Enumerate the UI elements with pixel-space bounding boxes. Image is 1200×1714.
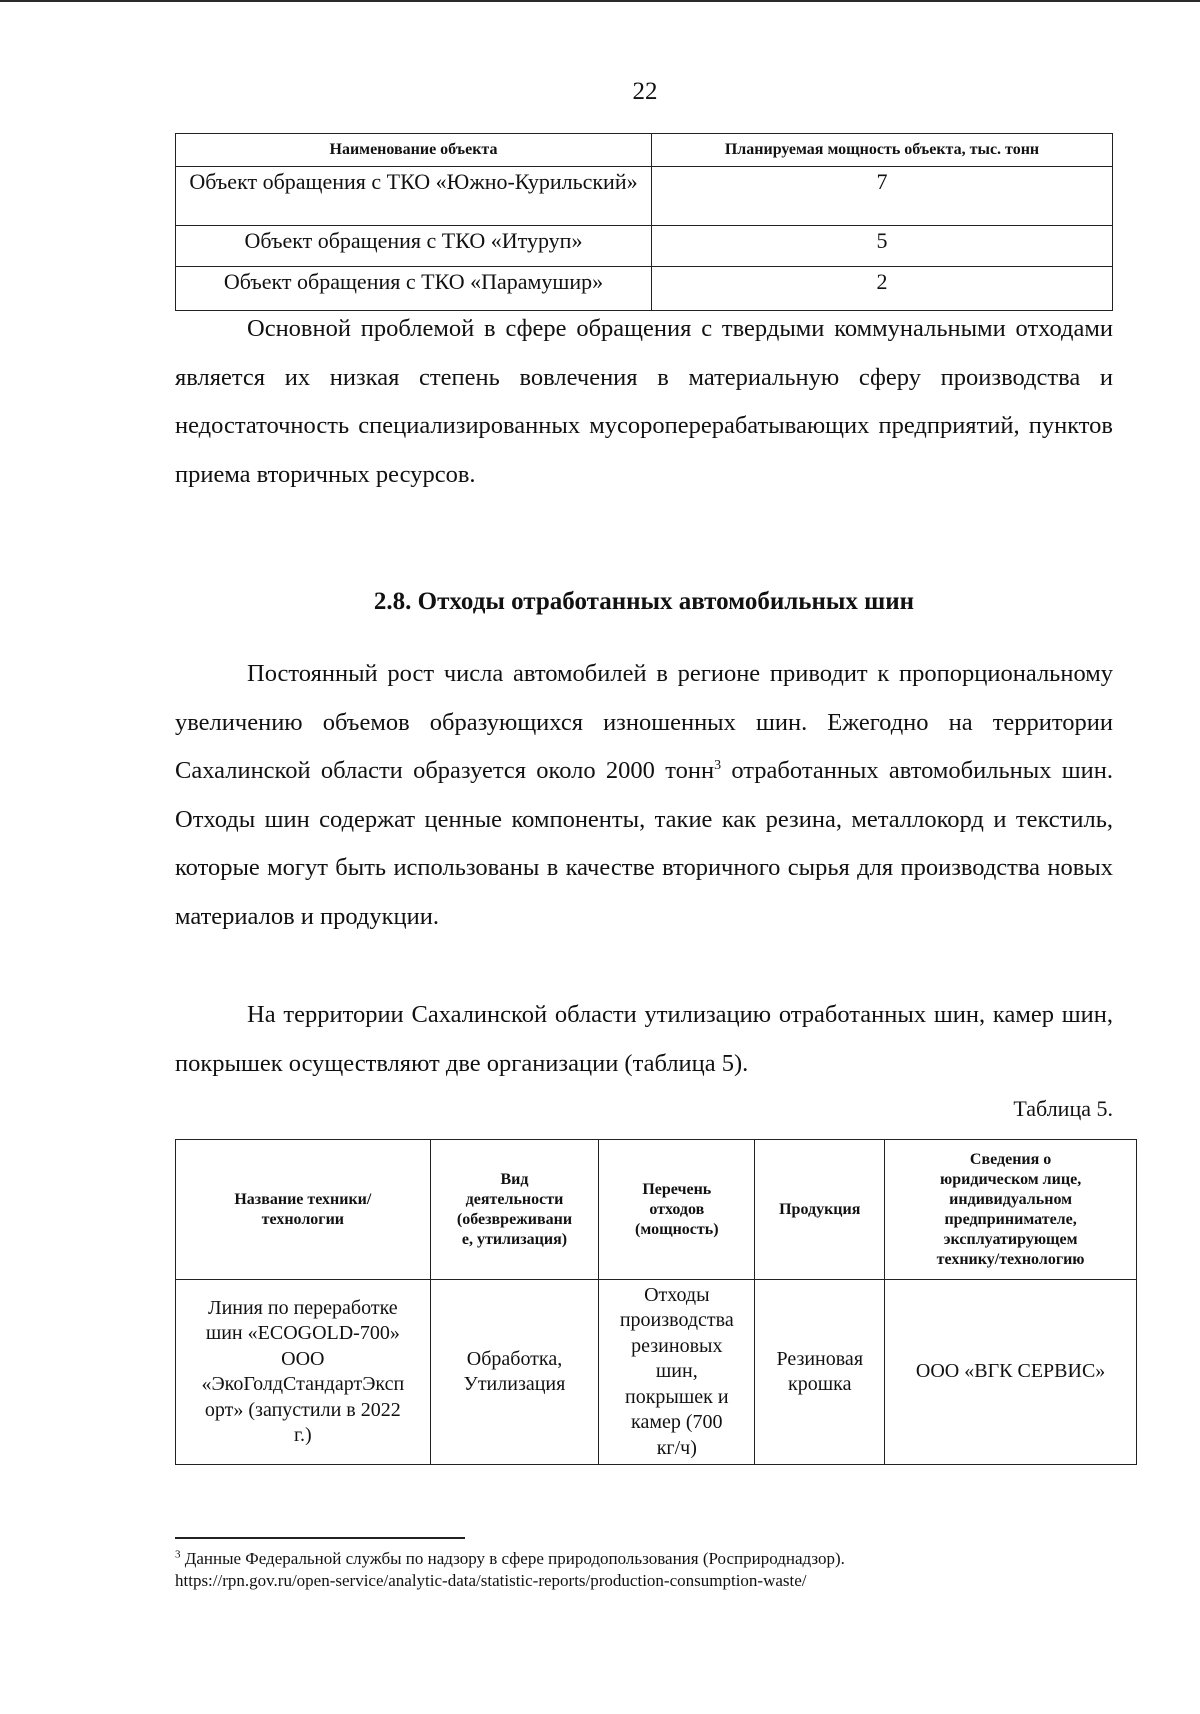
column-header: Перечень отходов (мощность) xyxy=(599,1140,755,1280)
footnote xyxy=(175,1548,1135,1592)
table-row xyxy=(176,226,1113,267)
capacity-cell: 5 xyxy=(652,226,1113,267)
paragraph-text: Постоянный рост числа автомобилей в регионе приводит к пропорциональному увеличению объемов образующихся изношенных шин. Ежегодно на территории Сахалинской области образуется около 2000 тонн xyxy=(175,660,1113,784)
capacity-cell: 2 xyxy=(652,267,1113,311)
column-header: Название техники/ технологии xyxy=(176,1140,431,1280)
object-name-cell: Объект обращения с ТКО «Итуруп» xyxy=(176,226,652,267)
table-row xyxy=(176,267,1113,311)
capacity-table xyxy=(175,133,1113,311)
paragraph-text: отработанных автомобильных шин. Отходы шин содержат ценные компоненты, такие как резина, металлокорд и текстиль, которые могут быть использованы в качестве вторичного сырья для производства новых материалов и продукции. xyxy=(175,757,1113,930)
capacity-cell: 7 xyxy=(652,167,1113,226)
waste-list-cell: Отходы производства резиновых шин, покрышек и камер (700 кг/ч) xyxy=(599,1280,755,1465)
technology-cell: Линия по переработке шин «ECOGOLD-700» ООО «ЭкоГолдСтандартЭксп орт» (запустили в 2022 г.) xyxy=(176,1280,431,1465)
page-number: 22 xyxy=(632,78,658,105)
top-border-line xyxy=(0,0,1200,2)
section-heading: 2.8. Отходы отработанных автомобильных шин xyxy=(373,588,915,615)
footnote-divider xyxy=(175,1537,465,1539)
column-header: Продукция xyxy=(755,1140,885,1280)
activity-cell: Обработка, Утилизация xyxy=(430,1280,599,1465)
object-name-cell: Объект обращения с ТКО «Южно-Курильский» xyxy=(176,167,652,226)
paragraph-main-problem: Основной проблемой в сфере обращения с твердыми коммунальными отходами является их низкая степень вовлечения в материальную сферу производства и недостаточность специализированных мусороперерабатывающих предприятий, пунктов приема вторичных ресурсов. xyxy=(175,315,1113,488)
column-header: Сведения о юридическом лице, индивидуальном предпринимателе, эксплуатирующем технику/технологию xyxy=(885,1140,1137,1280)
table-header-row xyxy=(176,134,1113,167)
table-header-row xyxy=(176,1140,1137,1280)
paragraph-organizations: На территории Сахалинской области утилизацию отработанных шин, камер шин, покрышек осуществляют две организации (таблица 5). xyxy=(175,1001,1113,1077)
column-header: Вид деятельности (обезвреживани е, утилизация) xyxy=(430,1140,599,1280)
table-caption: Таблица 5. xyxy=(1013,1096,1113,1121)
column-header: Наименование объекта xyxy=(176,134,652,167)
footnote-link[interactable]: https://rpn.gov.ru/open-service/analytic-data/statistic-reports/production-consumption-waste/ xyxy=(175,1571,807,1590)
product-cell: Резиновая крошка xyxy=(755,1280,885,1465)
footnote-reference[interactable]: 3 xyxy=(714,757,722,773)
operator-cell: ООО «ВГК СЕРВИС» xyxy=(885,1280,1137,1465)
table-row xyxy=(176,167,1113,226)
object-name-cell: Объект обращения с ТКО «Парамушир» xyxy=(176,267,652,311)
tire-recycling-table xyxy=(175,1139,1137,1465)
column-header: Планируемая мощность объекта, тыс. тонн xyxy=(652,134,1113,167)
footnote-text: Данные Федеральной службы по надзору в сфере природопользования (Росприроднадзор). xyxy=(180,1549,845,1568)
paragraph-tire-growth xyxy=(175,650,1113,941)
table-row xyxy=(176,1280,1137,1465)
footnote-marker: 3 xyxy=(175,1548,181,1561)
